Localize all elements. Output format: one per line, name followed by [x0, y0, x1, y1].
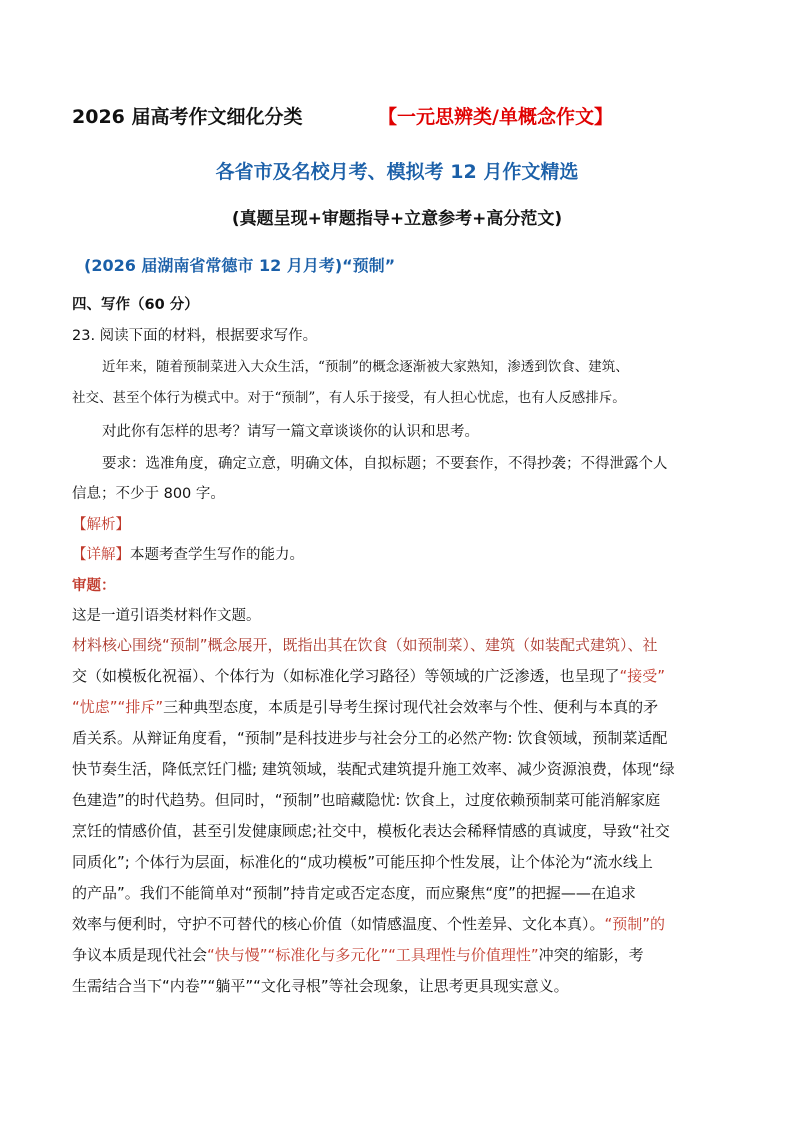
body-line-2-text: 交（如模板化祝福）、个体行为（如标准化学习路径）等领域的广泛渗透，也呈现了: [72, 667, 620, 685]
body-line-6: 色建造”的时代趋势。但同时，“预制”也暗藏隐忧: 饮食上，过度依赖预制菜可能消解家庭: [72, 791, 661, 809]
section-heading: 四、写作（60 分）: [72, 297, 199, 313]
body-line-10-text: 效率与便利时，守护不可替代的核心价值（如情感温度、个性差异、文化本真）。: [72, 915, 605, 933]
requirements-line-1: 要求：选准角度，确定立意，明确文体，自拟标题；不要套作，不得抄袭；不得泄露个人: [102, 456, 668, 472]
analysis-body: [72, 630, 734, 1002]
question-line: 23. 阅读下面的材料，根据要求写作。: [72, 328, 318, 344]
requirements-line-2: 信息；不少于 800 字。: [72, 486, 225, 502]
body-line-2-accept: “接受”: [619, 667, 666, 685]
series-title: 2026 届高考作文细化分类: [72, 106, 303, 128]
content-outline: (真题呈现+审题指导+立意参考+高分范文): [231, 209, 563, 229]
body-line-4: 盾关系。从辩证角度看，“预制”是科技进步与社会分工的必然产物: 饮食领域，预制菜适配: [72, 729, 668, 747]
body-line-10: [72, 909, 734, 940]
document-header: [72, 102, 754, 132]
body-line-3-text: 三种典型态度，本质是引导考生探讨现代社会效率与个性、便利与本真的矛: [163, 698, 659, 716]
prompt-line: 对此你有怎样的思考？请写一篇文章谈谈你的认识和思考。: [102, 424, 479, 440]
body-line-10-prefab: “预制”的: [604, 915, 666, 933]
body-line-7: 烹饪的情感价值，甚至引发健康顾虑;社交中，模板化表达会稀释情感的真诚度，导致“社交: [72, 822, 670, 840]
detail-text: 本题考查学生写作的能力。: [130, 547, 304, 563]
body-line-5: 快节奏生活，降低烹饪门槛; 建筑领域，装配式建筑提升施工效率、减少资源浪费，体现“绿: [72, 760, 675, 778]
body-line-11-conflicts: “快与慢”“标准化与多元化”“工具理性与价值理性”: [207, 946, 539, 964]
analysis-label: 【解析】: [72, 517, 130, 533]
body-line-12: 生需结合当下“内卷”“躺平”“文化寻根”等社会现象，让思考更具现实意义。: [72, 977, 569, 995]
body-line-11-text-a: 争议本质是现代社会: [72, 946, 208, 964]
detail-label: 【详解】: [72, 547, 130, 563]
body-line-3-attitudes: “忧虑”“排斥”: [72, 698, 164, 716]
shenti-label: 审题：: [72, 578, 116, 594]
body-line-1: 材料核心围绕“预制”概念展开，既指出其在饮食（如预制菜）、建筑（如装配式建筑）、社: [72, 636, 658, 654]
body-line-3: [72, 692, 734, 723]
exam-source-title: (2026 届湖南省常德市 12 月月考)“预制”: [84, 256, 396, 275]
body-line-9: 的产品”。我们不能简单对“预制”持肯定或否定态度，而应聚焦“度”的把握——在追求: [72, 884, 636, 902]
body-line-11: [72, 940, 734, 971]
material-line-1: 近年来，随着预制菜进入大众生活，“预制”的概念逐渐被大家熟知，渗透到饮食、建筑、: [102, 359, 629, 375]
detail-line: [72, 543, 304, 564]
body-line-11-text-c: 冲突的缩影，考: [538, 946, 644, 964]
body-line-2: [72, 661, 734, 692]
intro-line: 这是一道引语类材料作文题。: [72, 608, 261, 624]
category-title: 【一元思辨类/单概念作文】: [378, 106, 613, 128]
collection-subtitle: 各省市及名校月考、模拟考 12 月作文精选: [215, 161, 579, 183]
material-line-2: 社交、甚至个体行为模式中。对于“预制”，有人乐于接受，有人担心忧虑，也有人反感排斥。: [72, 390, 626, 406]
body-line-8: 同质化”; 个体行为层面，标准化的“成功模板”可能压抑个性发展，让个体沦为“流水线上: [72, 853, 653, 871]
